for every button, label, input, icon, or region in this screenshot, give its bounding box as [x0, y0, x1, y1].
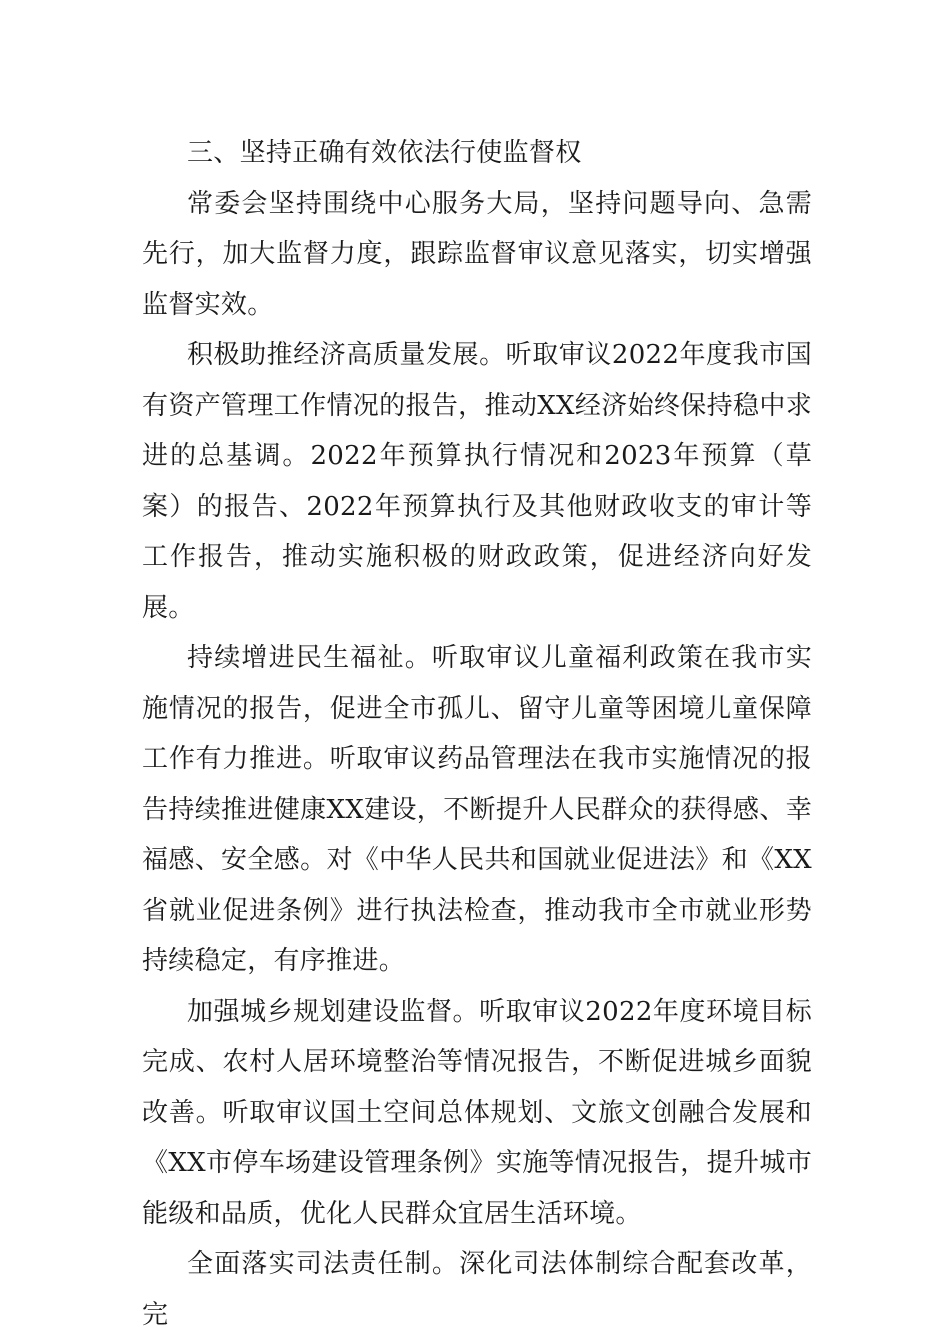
- paragraph-livelihood: 持续增进民生福祉。听取审议儿童福利政策在我市实施情况的报告，促进全市孤儿、留守儿童等困境儿童保障工作有力推进。听取审议药品管理法在我市实施情况的报告持续推进健康XX建设，不断提升人民群众的获得感、幸福感、安全感。对《中华人民共和国就业促进法》和《XX省就业促进条例》进行执法检查，推动我市全市就业形势持续稳定，有序推进。: [142, 643, 812, 976]
- section-heading: 三、坚持正确有效依法行使监督权: [187, 138, 582, 168]
- paragraph-judicial: 全面落实司法责任制。深化司法体制综合配套改革，完: [142, 1249, 812, 1330]
- document-body: [142, 128, 812, 1340]
- paragraph-urban-planning: 加强城乡规划建设监督。听取审议2022年度环境目标完成、农村人居环境整治等情况报告，不断促进城乡面貌改善。听取审议国土空间总体规划、文旅文创融合发展和《XX市停车场建设管理条例》实施等情况报告，提升城市能级和品质，优化人民群众宜居生活环境。: [142, 996, 812, 1229]
- paragraph-economy: 积极助推经济高质量发展。听取审议2022年度我市国有资产管理工作情况的报告，推动XX经济始终保持稳中求进的总基调。2022年预算执行情况和2023年预算（草案）的报告、2022年预算执行及其他财政收支的审计等工作报告，推动实施积极的财政政策，促进经济向好发展。: [142, 340, 812, 623]
- paragraph-intro: 常委会坚持围绕中心服务大局，坚持问题导向、急需先行，加大监督力度，跟踪监督审议意见落实，切实增强监督实效。: [142, 188, 812, 320]
